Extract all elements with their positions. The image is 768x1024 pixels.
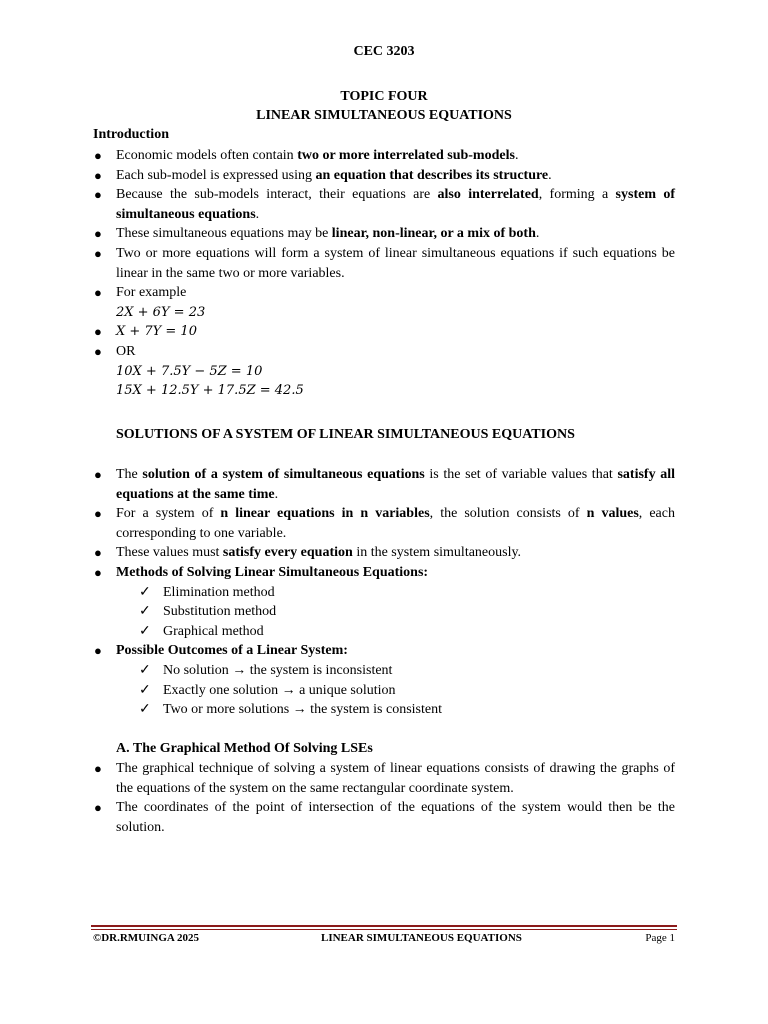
checkmark-icon: ✓ <box>139 623 151 639</box>
checkmark-icon: ✓ <box>139 584 151 600</box>
bullet-icon: ● <box>94 285 102 301</box>
method-item: ✓ Elimination method <box>93 583 675 603</box>
method-item: ✓ Substitution method <box>93 602 675 622</box>
checkmark-icon: ✓ <box>139 702 151 718</box>
bullet-icon: ● <box>94 506 102 522</box>
list-item: ● OR <box>93 342 675 362</box>
bullet-icon: ● <box>94 324 102 340</box>
bullet-icon: ● <box>94 800 102 816</box>
list-item: ● The solution of a system of simultaneous equations is the set of variable values that satisfy all equations at the same time. <box>94 467 675 502</box>
footer-divider <box>91 925 677 930</box>
list-item: ● Possible Outcomes of a Linear System: <box>93 641 675 661</box>
list-item: ● These simultaneous equations may be linear, non-linear, or a mix of both. <box>93 224 675 244</box>
graphical-heading: A. The Graphical Method Of Solving LSEs <box>116 741 373 756</box>
outcome-item: ✓ Exactly one solution → a unique solution <box>93 681 675 701</box>
list-item: ● Because the sub-models interact, their equations are also interrelated, forming a system of simultaneous equations. <box>94 187 675 222</box>
equation: 15X + 12.5Y + 17.5Z = 42.5 <box>116 383 304 399</box>
bullet-icon: ● <box>94 545 102 561</box>
list-item: ● For example <box>93 283 675 303</box>
bullet-icon: ● <box>94 187 102 203</box>
bullet-icon: ● <box>94 148 102 163</box>
equation: 2X + 6Y = 23 <box>116 304 206 320</box>
checkmark-icon: ✓ <box>139 682 151 698</box>
equation: 10X + 7.5Y − 5Z = 10 <box>116 363 263 379</box>
list-item: ● For a system of n linear equations in n variables, the solution consists of n values, each corresponding to one variable. <box>94 506 675 541</box>
method-item: ✓ Graphical method <box>93 622 675 642</box>
outcome-item: ✓ No solution → the system is inconsistent <box>93 661 675 681</box>
bullet-icon: ● <box>94 761 102 776</box>
bullet-icon: ● <box>94 564 102 580</box>
bullet-icon: ● <box>94 343 102 359</box>
list-item: ● Economic models often contain two or more interrelated sub-models. <box>93 146 675 166</box>
list-item: ● These values must satisfy every equation in the system simultaneously. <box>93 543 675 563</box>
list-item: ● Methods of Solving Linear Simultaneous Equations: <box>93 563 675 583</box>
page-number: Page 1 <box>645 932 675 944</box>
solutions-list <box>93 465 675 720</box>
list-item: ● Each sub-model is expressed using an equation that describes its structure. <box>93 166 675 186</box>
bullet-icon: ● <box>94 167 102 183</box>
solutions-heading: SOLUTIONS OF A SYSTEM OF LINEAR SIMULTANEOUS EQUATIONS <box>116 427 575 442</box>
bullet-icon: ● <box>94 643 102 659</box>
footer-title: LINEAR SIMULTANEOUS EQUATIONS <box>321 932 522 944</box>
course-code: CEC 3203 <box>353 44 415 59</box>
outcome-item: ✓ Two or more solutions → the system is consistent <box>93 700 675 720</box>
topic-label: TOPIC FOUR <box>340 89 428 104</box>
footer-author: ©DR.RMUINGA 2025 <box>93 932 199 944</box>
equation: ● X + 7Y = 10 <box>93 322 675 342</box>
page-title: LINEAR SIMULTANEOUS EQUATIONS <box>256 108 512 123</box>
intro-list <box>93 146 675 401</box>
graphical-list <box>93 759 675 837</box>
intro-heading: Introduction <box>93 127 169 142</box>
bullet-icon: ● <box>94 226 102 242</box>
checkmark-icon: ✓ <box>139 662 151 678</box>
list-item: ● The graphical technique of solving a system of linear equations consists of drawing the graphs of the equations of the system on the same rectangular coordinate system. <box>94 761 675 796</box>
bullet-icon: ● <box>94 467 102 482</box>
list-item: ● Two or more equations will form a system of linear simultaneous equations if such equations be linear in the same two or more variables. <box>94 245 675 281</box>
checkmark-icon: ✓ <box>139 604 151 620</box>
bullet-icon: ● <box>94 245 102 261</box>
list-item: ● The coordinates of the point of intersection of the equations of the system would then be the solution. <box>94 800 675 835</box>
